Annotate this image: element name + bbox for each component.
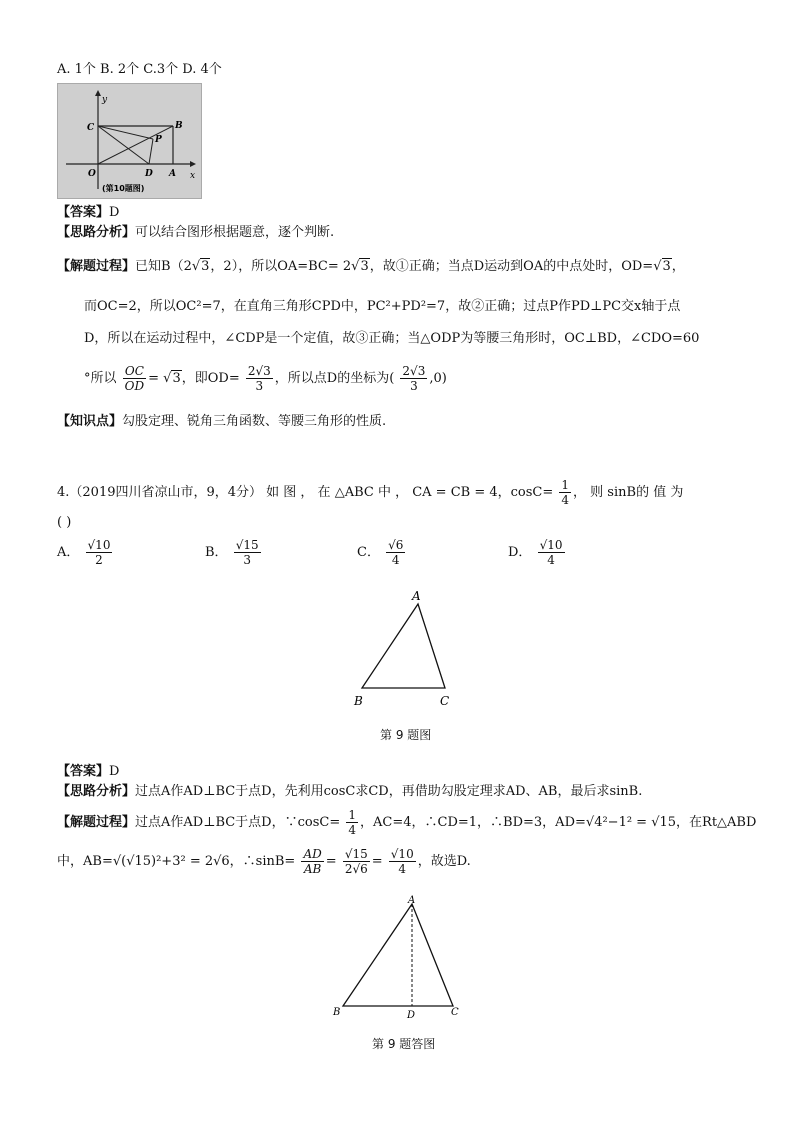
- q4-answer-label: 【答案】: [57, 764, 110, 779]
- q3-frac-num: OC: [123, 364, 146, 379]
- q3-answer-line: [57, 203, 119, 223]
- q4-option-a-num: √10: [87, 538, 111, 552]
- q3-coordinate-figure: [58, 84, 201, 198]
- q3-frac2-den: 3: [255, 379, 264, 393]
- q4-sol2-eq: =: [325, 854, 337, 869]
- q4-option-d[interactable]: [508, 538, 567, 567]
- q3-analysis-line: [57, 223, 334, 243]
- q4-answer-line: [57, 762, 119, 782]
- q3-label-a: A: [169, 169, 176, 179]
- q4-option-b-num: √15: [235, 538, 259, 552]
- q4-sol1-expr: √4²−1² = √15: [585, 815, 677, 830]
- q3-options-line: A. 1个 B. 2个 C.3个 D. 4个: [57, 62, 222, 77]
- q3-label-x: x: [190, 171, 196, 181]
- q3-sol4-sqrt: 3: [172, 371, 181, 386]
- q3-frac-den: OD: [124, 379, 145, 393]
- q4-sol1-num: 1: [348, 808, 357, 822]
- q4-sol2-den: AB: [303, 862, 322, 876]
- q3-solution-line-1: 【解题过程】已知B（2√3，2），所以OA=BC= 2√3，故①正确；当点D运动到OA的中点处时，OD=√3，: [57, 259, 685, 274]
- q4-sol2-text: 中，AB=: [57, 854, 113, 869]
- q3-solution-line-2: 而OC=2，所以OC²=7，在直角三角形CPD中，PC²+PD²=7，故②正确；过点P作PD⊥PC交x轴于点: [84, 299, 681, 314]
- q4-fig2-label-c: C: [451, 1007, 459, 1018]
- q4-sol2-fraction: [301, 847, 323, 876]
- q3-knowledge: 勾股定理、锐角三角函数、等腰三角形的性质.: [122, 414, 387, 429]
- q3-label-o: O: [88, 169, 96, 179]
- q4-fig2-label-d: D: [407, 1010, 416, 1021]
- q4-fig1-label-a: A: [412, 589, 421, 603]
- q3-sol4-text-3: ，所以点D的坐标为(: [274, 371, 395, 386]
- q3-sol1-sqrt-3: 3: [662, 259, 671, 274]
- q4-sol1-text: 过点A作AD⊥BC于点D，∵cosC=: [135, 815, 341, 830]
- q4-figure2-caption: 第 9 题答图: [372, 1037, 436, 1051]
- q3-frac3-num: 2√3: [402, 364, 426, 378]
- q4-option-c[interactable]: [357, 538, 407, 567]
- q4-sol2-num3: √10: [390, 847, 414, 861]
- q3-frac2-num: 2√3: [247, 364, 271, 378]
- q3-solution-line-3: D，所以在运动过程中，∠CDP是一个定值，故③正确；当△ODP为等腰三角形时，OC⊥BD，∠CDO=60: [84, 331, 700, 346]
- q4-triangle-figure: [340, 585, 470, 715]
- q4-option-c-den: 4: [391, 553, 400, 567]
- q4-analysis-label: 【思路分析】: [57, 784, 136, 799]
- q4-sol2-den3: 4: [398, 862, 407, 876]
- q3-sol1-text-2: ，2），所以OA=BC= 2: [210, 259, 352, 274]
- q3-answer: D: [109, 205, 120, 220]
- q3-solution-line-4: °所以 $\frac{OC}{OD}$ = √3，即OD= $\frac{2√3}{3}$ ，所以点D的坐标为( $\frac{2√3}{3}$ ,0): [84, 364, 447, 393]
- q3-analysis-label: 【思路分析】: [57, 225, 136, 240]
- q4-solution-line-1: [57, 808, 756, 837]
- q4-option-a-fraction: [86, 538, 113, 567]
- q4-option-b-den: 3: [243, 553, 251, 567]
- q3-figure-photo: [57, 83, 202, 199]
- q4-sol1-fraction: [346, 808, 358, 837]
- q3-sol1-text: 已知B（2: [135, 259, 192, 274]
- q4-answer-triangle-figure: [325, 893, 465, 1023]
- q3-sol1-text-4: ，: [671, 259, 685, 274]
- q3-label-c: C: [87, 123, 95, 133]
- q4-sol1-den: 4: [348, 823, 357, 837]
- q4-answer: D: [109, 764, 120, 779]
- q4-figure1-caption: 第 9 题图: [380, 728, 432, 742]
- q3-label-b: B: [175, 121, 183, 131]
- q4-option-a[interactable]: [57, 538, 114, 567]
- q3-sol4-text-4: ,0): [429, 371, 447, 386]
- q4-sol2-text-3: ，故选D.: [417, 854, 471, 869]
- q4-sol1-text-2: ，AC=4，∴CD=1，∴BD=3，AD=: [360, 815, 586, 830]
- q3-fraction-oc-od: [123, 364, 146, 393]
- q4-paren: ( ): [57, 515, 72, 530]
- q4-option-c-fraction: [386, 538, 405, 567]
- q3-sol4-eq: =: [148, 371, 164, 386]
- q4-option-a-den: 2: [95, 553, 103, 567]
- q3-label-y: y: [102, 95, 108, 105]
- q4-fig2-label-b: B: [333, 1007, 341, 1018]
- q3-sol1-sqrt: 3: [201, 259, 210, 274]
- q3-analysis: 可以结合图形根据题意，逐个判断.: [135, 225, 335, 240]
- q3-sol4-text-2: ，即OD=: [181, 371, 240, 386]
- q3-sol1-sqrt-2: 3: [360, 259, 369, 274]
- q4-stem-line: [57, 478, 683, 508]
- q3-label-p: P: [155, 135, 162, 145]
- q4-analysis-line: [57, 782, 642, 802]
- q3-label-d: D: [145, 169, 153, 179]
- q3-sol1-text-3: ，故①正确；当点D运动到OA的中点处时，OD=: [369, 259, 654, 274]
- q4-option-d-num: √10: [539, 538, 563, 552]
- q4-cos-fraction: [559, 478, 571, 507]
- q4-sol2-text-2: ，∴sinB=: [229, 854, 296, 869]
- q4-sol2-fraction-2: [343, 847, 370, 876]
- q4-option-c-num: √6: [388, 538, 404, 552]
- q4-cos-den: 4: [561, 493, 570, 507]
- q3-figure-caption: (第10题图): [102, 184, 145, 193]
- q3-fraction-d-coord: [400, 364, 427, 393]
- q3-knowledge-label: 【知识点】: [57, 414, 123, 429]
- q4-sol2-num: AD: [303, 847, 322, 861]
- q4-sol2-den2: 2√6: [344, 862, 368, 876]
- q4-option-d-letter: D．: [508, 545, 532, 560]
- q3-solution-label: 【解题过程】: [57, 259, 136, 274]
- q4-fig1-label-b: B: [354, 694, 363, 708]
- q4-option-a-letter: A．: [57, 545, 80, 560]
- q4-sol2-expr: √(√15)²+3² = 2√6: [112, 854, 230, 869]
- q4-option-d-den: 4: [547, 553, 555, 567]
- q4-sol2-num2: √15: [344, 847, 368, 861]
- q3-answer-label: 【答案】: [57, 205, 110, 220]
- q4-solution-label: 【解题过程】: [57, 815, 136, 830]
- q4-option-c-letter: C．: [357, 545, 380, 560]
- q4-stem-end: ， 则 sinB的 值 为: [573, 485, 684, 500]
- q4-stem-text: 4.（2019四川省凉山市，9，4分） 如 图 ， 在 △ABC 中 ， CA = CB = 4，cosC=: [57, 485, 554, 500]
- q4-option-b[interactable]: [205, 538, 263, 567]
- q4-analysis: 过点A作AD⊥BC于点D，先利用cosC求CD，再借助勾股定理求AD、AB，最后求sinB.: [135, 784, 643, 799]
- q4-fig2-label-a: A: [408, 895, 416, 906]
- q3-fraction-od-value: [246, 364, 273, 393]
- q4-solution-line-2: [57, 847, 471, 877]
- q3-frac3-den: 3: [410, 379, 418, 393]
- q4-option-d-fraction: [538, 538, 565, 567]
- q4-sol2-eq-2: =: [371, 854, 383, 869]
- q4-fig1-label-c: C: [440, 694, 450, 708]
- q4-sol2-fraction-3: [389, 847, 416, 876]
- q3-knowledge-line: [57, 412, 386, 432]
- q4-option-b-fraction: [234, 538, 261, 567]
- q4-cos-num: 1: [561, 478, 570, 492]
- q4-option-b-letter: B．: [205, 545, 228, 560]
- q4-sol1-text-3: ，在Rt△ABD: [676, 815, 757, 830]
- q3-sol4-text: °所以: [84, 371, 117, 386]
